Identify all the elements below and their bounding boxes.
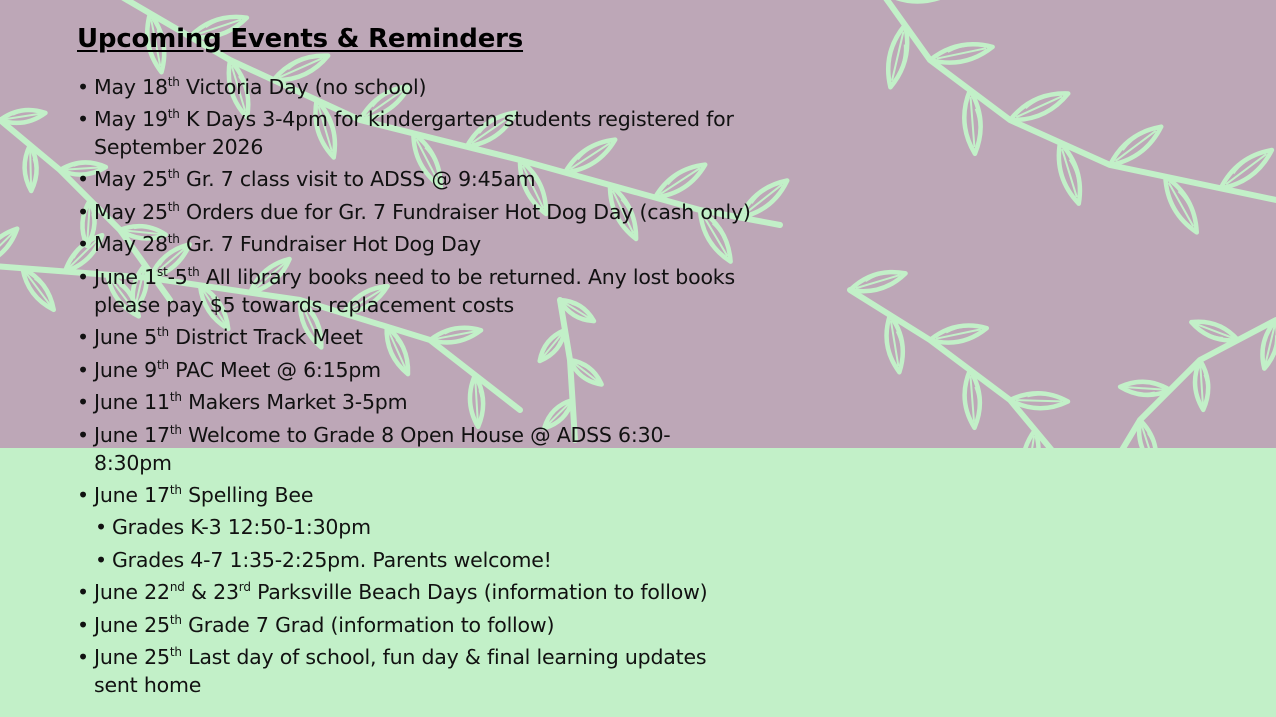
event-date: May 19 bbox=[94, 107, 168, 131]
date-suffix: rd bbox=[238, 580, 251, 594]
event-item-track-meet bbox=[77, 324, 797, 352]
event-description-continued: 8:30pm bbox=[94, 450, 172, 475]
event-date: June 22 bbox=[94, 580, 170, 604]
event-date: May 18 bbox=[94, 75, 168, 99]
event-item-pac-meet bbox=[77, 357, 797, 385]
date-suffix: th bbox=[169, 423, 182, 437]
page-title: Upcoming Events & Reminders bbox=[77, 24, 524, 54]
bullet: • bbox=[77, 390, 89, 414]
date-suffix: th bbox=[169, 483, 182, 497]
bullet: • bbox=[77, 483, 89, 507]
date-suffix: th bbox=[157, 325, 169, 339]
event-description: Gr. 7 Fundraiser Hot Dog Day bbox=[179, 232, 481, 256]
date-suffix: th bbox=[167, 107, 180, 121]
event-item-adss-visit bbox=[77, 166, 797, 194]
event-description: Welcome to Grade 8 Open House @ ADSS 6:30- bbox=[181, 423, 671, 447]
event-description: Makers Market 3-5pm bbox=[181, 390, 408, 414]
event-date: June 11 bbox=[94, 390, 170, 414]
event-item-spelling-bee bbox=[77, 482, 797, 510]
event-subitem-grades-4-7 bbox=[95, 547, 815, 575]
event-subitem-grades-k-3 bbox=[95, 514, 815, 542]
bullet: • bbox=[77, 265, 89, 289]
event-description: Gr. 7 class visit to ADSS @ 9:45am bbox=[179, 167, 536, 191]
event-date: June 5 bbox=[94, 325, 158, 349]
event-date: June 9 bbox=[94, 358, 158, 382]
event-description: Grades K-3 12:50-1:30pm bbox=[112, 515, 371, 539]
event-description: District Track Meet bbox=[168, 325, 363, 349]
event-date: June 25 bbox=[94, 613, 170, 637]
event-item-library-books bbox=[77, 264, 797, 319]
event-description: K Days 3-4pm for kindergarten students registered for bbox=[179, 107, 734, 131]
event-description-continued: please pay $5 towards replacement costs bbox=[94, 292, 514, 317]
event-date: June 1 bbox=[94, 265, 158, 289]
date-suffix: th bbox=[187, 265, 200, 279]
event-description: Grades 4-7 1:35-2:25pm. Parents welcome! bbox=[112, 548, 552, 572]
date-suffix: th bbox=[169, 613, 182, 627]
bullet: • bbox=[77, 423, 89, 447]
event-item-hot-dog-orders bbox=[77, 199, 797, 227]
date-suffix: st bbox=[157, 265, 168, 279]
bullet: • bbox=[95, 515, 107, 539]
date-suffix: th bbox=[169, 390, 182, 404]
date-suffix: th bbox=[167, 75, 180, 89]
bullet: • bbox=[77, 107, 89, 131]
event-item-grade-7-grad bbox=[77, 612, 797, 640]
event-item-last-day bbox=[77, 644, 797, 699]
event-description: Orders due for Gr. 7 Fundraiser Hot Dog Day (cash only) bbox=[179, 200, 751, 224]
bullet: • bbox=[77, 358, 89, 382]
event-description: Last day of school, fun day & final learning updates bbox=[181, 645, 707, 669]
bullet: • bbox=[95, 548, 107, 572]
event-description-continued: September 2026 bbox=[94, 134, 264, 159]
date-suffix: nd bbox=[169, 580, 185, 594]
event-date-range: -5 bbox=[167, 265, 188, 289]
event-description: PAC Meet @ 6:15pm bbox=[168, 358, 381, 382]
event-date: June 17 bbox=[94, 483, 170, 507]
event-date: May 25 bbox=[94, 167, 168, 191]
bullet: • bbox=[77, 325, 89, 349]
bullet: • bbox=[77, 75, 89, 99]
bullet: • bbox=[77, 167, 89, 191]
date-suffix: th bbox=[169, 645, 182, 659]
bullet: • bbox=[77, 645, 89, 669]
event-item-k-days bbox=[77, 106, 797, 161]
bullet: • bbox=[77, 200, 89, 224]
event-item-beach-days bbox=[77, 579, 797, 607]
event-description: Spelling Bee bbox=[181, 483, 314, 507]
date-suffix: th bbox=[167, 167, 180, 181]
event-description: Grade 7 Grad (information to follow) bbox=[181, 613, 555, 637]
date-suffix: th bbox=[167, 232, 180, 246]
event-date: June 17 bbox=[94, 423, 170, 447]
event-description: All library books need to be returned. Any lost books bbox=[199, 265, 735, 289]
event-item-victoria-day bbox=[77, 74, 797, 102]
event-date-range: & 23 bbox=[184, 580, 239, 604]
event-description: Victoria Day (no school) bbox=[179, 75, 427, 99]
date-suffix: th bbox=[157, 358, 169, 372]
event-date: June 25 bbox=[94, 645, 170, 669]
event-item-hot-dog-day bbox=[77, 231, 797, 259]
event-item-makers-market bbox=[77, 389, 797, 417]
date-suffix: th bbox=[167, 200, 180, 214]
bullet: • bbox=[77, 580, 89, 604]
bullet: • bbox=[77, 232, 89, 256]
event-date: May 25 bbox=[94, 200, 168, 224]
event-description-continued: sent home bbox=[94, 672, 202, 697]
event-item-open-house bbox=[77, 422, 797, 477]
event-description: Parksville Beach Days (information to follow) bbox=[250, 580, 708, 604]
event-date: May 28 bbox=[94, 232, 168, 256]
bullet: • bbox=[77, 613, 89, 637]
